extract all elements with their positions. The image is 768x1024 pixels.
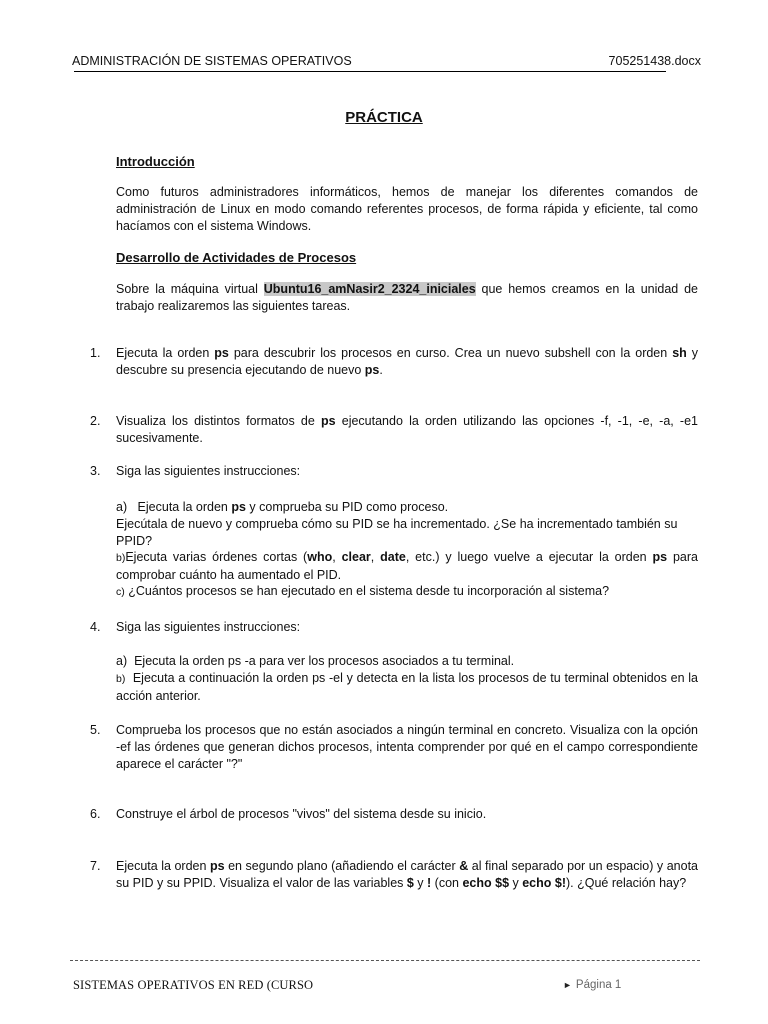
item-number-4: 4. xyxy=(90,620,101,634)
item-3b: b)Ejecuta varias órdenes cortas (who, clear, date, etc.) y luego vuelve a ejecutar la orden ps para comprobar cuánto ha aumentado el PID. xyxy=(116,550,698,582)
item-2-text: Visualiza los distintos formatos de ps ejecutando la orden utilizando las opciones -f, -1, -e, -a, -e1 sucesivamente. xyxy=(116,414,698,445)
item-6-text: Construye el árbol de procesos "vivos" del sistema desde su inicio. xyxy=(116,807,487,821)
item-number-3: 3. xyxy=(90,464,101,478)
header-filename: 705251438.docx xyxy=(608,54,701,68)
item-number-1: 1. xyxy=(90,346,101,360)
intro-heading: Introducción xyxy=(116,154,195,169)
development-paragraph: Sobre la máquina virtual Ubuntu16_amNasir2_2324_iniciales que hemos creamos en la unidad de trabajo realizaremos las siguientes tareas. xyxy=(116,282,698,313)
item-3-text: Siga las siguientes instrucciones: xyxy=(116,464,301,478)
item-3c: c) ¿Cuántos procesos se han ejecutado en el sistema desde tu incorporación al sistema? xyxy=(116,584,610,598)
item-number-5: 5. xyxy=(90,723,101,737)
item-number-6: 6. xyxy=(90,807,101,821)
intro-paragraph: Como futuros administradores informáticos, hemos de manejar los diferentes comandos de administración de Linux en modo comando referentes procesos, de forma rápida y eficiente, tal como hacíamos con el sistema Windows. xyxy=(116,185,698,233)
footer-rule xyxy=(70,960,700,961)
item-3a: a) Ejecuta la orden ps y comprueba su PID como proceso. xyxy=(116,500,449,514)
item-number-7: 7. xyxy=(90,859,101,873)
header-title: ADMINISTRACIÓN DE SISTEMAS OPERATIVOS xyxy=(72,54,352,68)
item-7-text: Ejecuta la orden ps en segundo plano (añadiendo el carácter & al final separado por un espacio) y anota su PID y su PPID. Visualiza el valor de las variables $ y ! (con echo $$ y echo $!). ¿Qué relación hay? xyxy=(116,859,698,890)
page-title: PRÁCTICA xyxy=(345,109,423,126)
triangle-right-icon: ► xyxy=(563,980,572,990)
item-4a: a) Ejecuta la orden ps -a para ver los procesos asociados a tu terminal. xyxy=(116,654,515,668)
item-5-text: Comprueba los procesos que no están asociados a ningún terminal en concreto. Visualiza con la opción -ef las órdenes que generan dichos procesos, intenta comprender por qué en el campo correspondiente aparece el carácter "?" xyxy=(116,723,698,771)
item-3a-continued: Ejecútala de nuevo y comprueba cómo su PID se ha incrementado. ¿Se ha incrementado también su PPID? xyxy=(116,517,678,548)
footer-page-number: ► Página 1 xyxy=(563,979,622,991)
page-header xyxy=(72,54,701,68)
item-4b: b) Ejecuta a continuación la orden ps -el y detecta en la lista los procesos de tu terminal obtenidos en la acción anterior. xyxy=(116,671,698,703)
item-4-text: Siga las siguientes instrucciones: xyxy=(116,620,301,634)
development-heading: Desarrollo de Actividades de Procesos xyxy=(116,250,357,265)
vm-name-highlight: Ubuntu16_amNasir2_2324_iniciales xyxy=(263,282,476,296)
item-number-2: 2. xyxy=(90,414,101,428)
header-rule xyxy=(74,71,666,72)
item-1-text: Ejecuta la orden ps para descubrir los procesos en curso. Crea un nuevo subshell con la orden sh y descubre su presencia ejecutando de nuevo ps. xyxy=(116,346,698,377)
footer-course: SISTEMAS OPERATIVOS EN RED (CURSO xyxy=(73,978,314,992)
